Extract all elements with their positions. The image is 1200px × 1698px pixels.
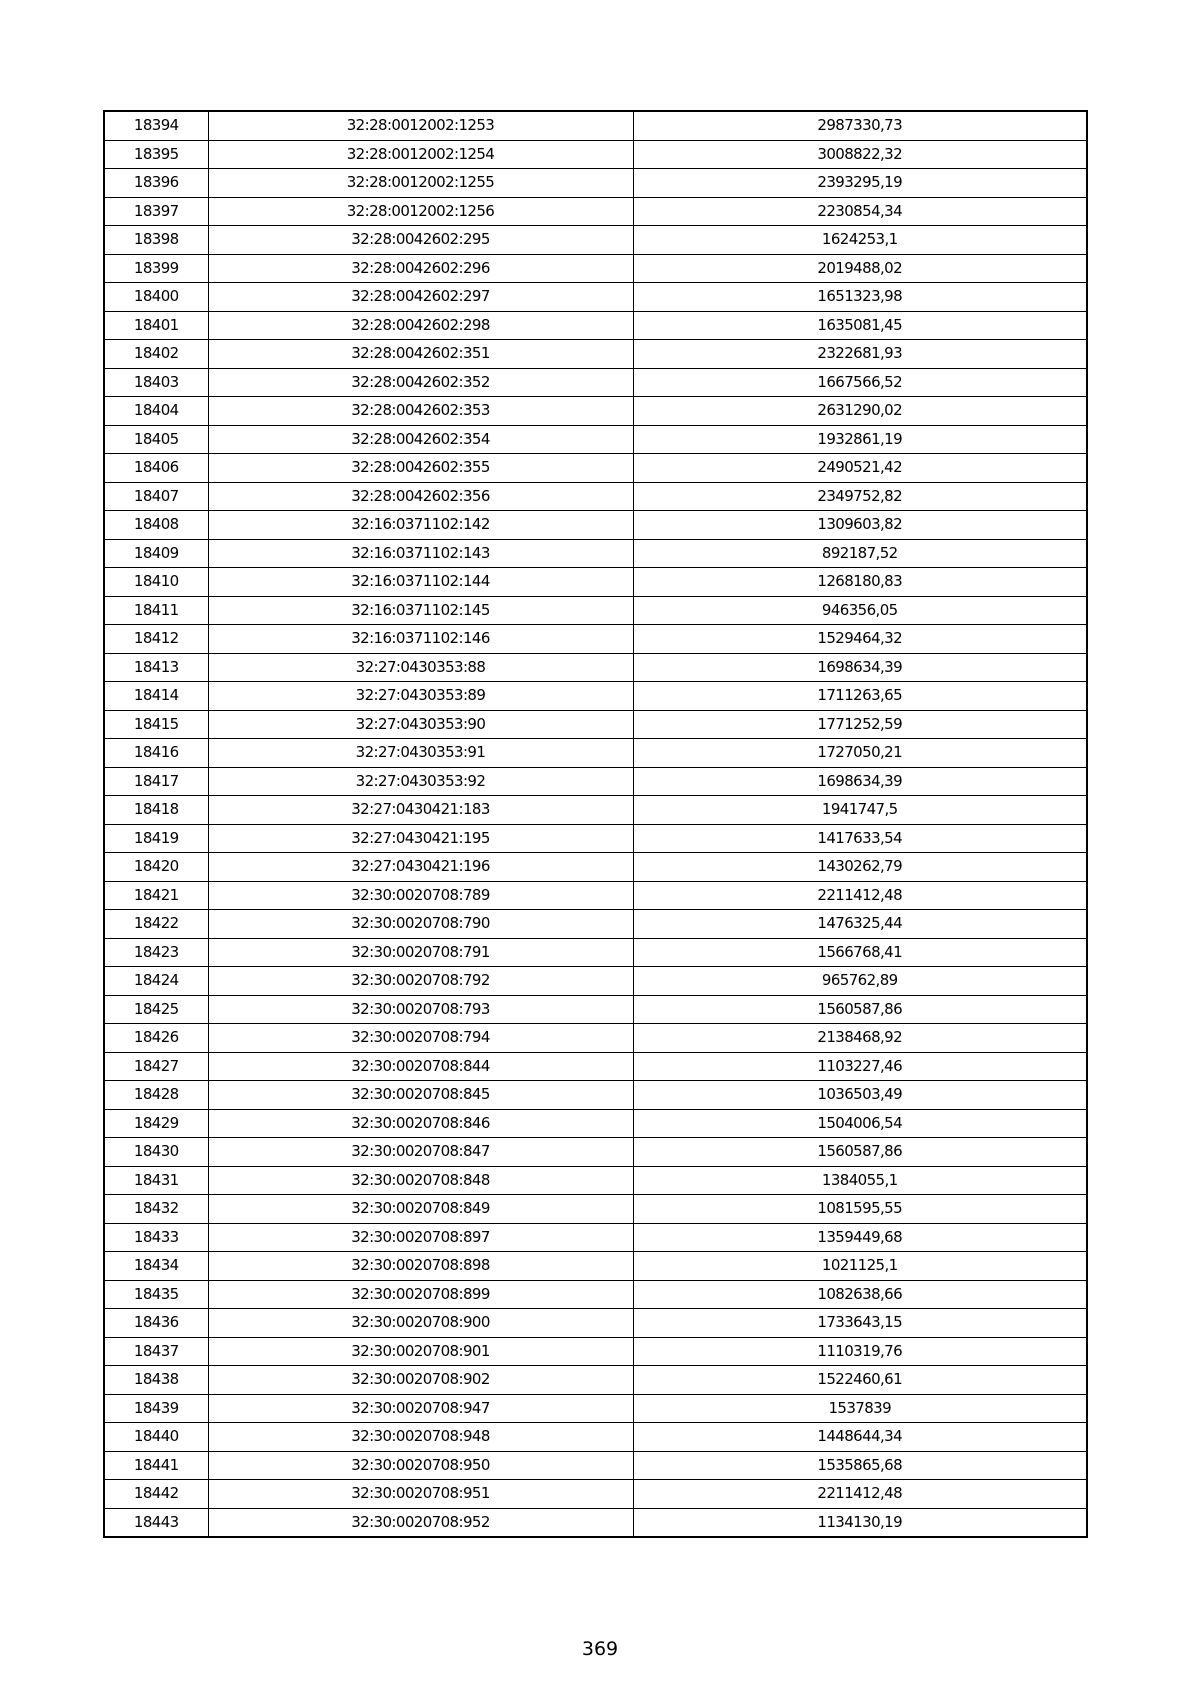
value-cell: 2490521,42 <box>633 454 1087 483</box>
table-row <box>104 853 1087 882</box>
table-row <box>104 910 1087 939</box>
value-cell: 1560587,86 <box>633 1138 1087 1167</box>
cadastral-number-cell: 32:30:0020708:790 <box>208 910 633 939</box>
cadastral-number-cell: 32:28:0012002:1255 <box>208 169 633 198</box>
table-row <box>104 995 1087 1024</box>
row-number-cell: 18409 <box>104 539 208 568</box>
cadastral-number-cell: 32:27:0430353:91 <box>208 739 633 768</box>
cadastral-number-cell: 32:28:0042602:297 <box>208 283 633 312</box>
table-row <box>104 1309 1087 1338</box>
row-number-cell: 18414 <box>104 682 208 711</box>
table-row <box>104 1337 1087 1366</box>
cadastral-number-cell: 32:16:0371102:145 <box>208 596 633 625</box>
value-cell: 1082638,66 <box>633 1280 1087 1309</box>
row-number-cell: 18431 <box>104 1166 208 1195</box>
table-row <box>104 1195 1087 1224</box>
value-cell: 2211412,48 <box>633 881 1087 910</box>
table-row <box>104 739 1087 768</box>
value-cell: 1566768,41 <box>633 938 1087 967</box>
value-cell: 1384055,1 <box>633 1166 1087 1195</box>
row-number-cell: 18417 <box>104 767 208 796</box>
table-row <box>104 967 1087 996</box>
cadastral-number-cell: 32:27:0430421:195 <box>208 824 633 853</box>
row-number-cell: 18439 <box>104 1394 208 1423</box>
table-row <box>104 1052 1087 1081</box>
cadastral-number-cell: 32:30:0020708:846 <box>208 1109 633 1138</box>
page-number: 369 <box>581 1638 619 1660</box>
value-cell: 1021125,1 <box>633 1252 1087 1281</box>
value-cell: 1941747,5 <box>633 796 1087 825</box>
cadastral-number-cell: 32:16:0371102:142 <box>208 511 633 540</box>
table-row <box>104 254 1087 283</box>
cadastral-number-cell: 32:30:0020708:848 <box>208 1166 633 1195</box>
cadastral-number-cell: 32:30:0020708:792 <box>208 967 633 996</box>
value-cell: 2019488,02 <box>633 254 1087 283</box>
row-number-cell: 18438 <box>104 1366 208 1395</box>
cadastral-number-cell: 32:27:0430353:88 <box>208 653 633 682</box>
value-cell: 2393295,19 <box>633 169 1087 198</box>
table-row <box>104 1451 1087 1480</box>
row-number-cell: 18432 <box>104 1195 208 1224</box>
value-cell: 1103227,46 <box>633 1052 1087 1081</box>
value-cell: 1504006,54 <box>633 1109 1087 1138</box>
row-number-cell: 18423 <box>104 938 208 967</box>
cadastral-number-cell: 32:27:0430421:196 <box>208 853 633 882</box>
cadastral-number-cell: 32:30:0020708:902 <box>208 1366 633 1395</box>
table-row <box>104 596 1087 625</box>
table-row <box>104 796 1087 825</box>
row-number-cell: 18440 <box>104 1423 208 1452</box>
row-number-cell: 18418 <box>104 796 208 825</box>
cadastral-number-cell: 32:28:0042602:354 <box>208 425 633 454</box>
row-number-cell: 18435 <box>104 1280 208 1309</box>
row-number-cell: 18401 <box>104 311 208 340</box>
value-cell: 1537839 <box>633 1394 1087 1423</box>
table-row <box>104 539 1087 568</box>
cadastral-number-cell: 32:30:0020708:947 <box>208 1394 633 1423</box>
value-cell: 2138468,92 <box>633 1024 1087 1053</box>
cadastral-number-cell: 32:30:0020708:897 <box>208 1223 633 1252</box>
cadastral-number-cell: 32:27:0430353:90 <box>208 710 633 739</box>
cadastral-number-cell: 32:30:0020708:952 <box>208 1508 633 1537</box>
value-cell: 1359449,68 <box>633 1223 1087 1252</box>
table-row <box>104 1252 1087 1281</box>
value-cell: 2987330,73 <box>633 111 1087 140</box>
cadastral-number-cell: 32:30:0020708:901 <box>208 1337 633 1366</box>
value-cell: 1698634,39 <box>633 653 1087 682</box>
table-row <box>104 511 1087 540</box>
value-cell: 1268180,83 <box>633 568 1087 597</box>
row-number-cell: 18402 <box>104 340 208 369</box>
table-row <box>104 1223 1087 1252</box>
table-row <box>104 1480 1087 1509</box>
cadastral-number-cell: 32:30:0020708:791 <box>208 938 633 967</box>
table-row <box>104 311 1087 340</box>
row-number-cell: 18428 <box>104 1081 208 1110</box>
value-cell: 1635081,45 <box>633 311 1087 340</box>
cadastral-number-cell: 32:30:0020708:845 <box>208 1081 633 1110</box>
table-row <box>104 881 1087 910</box>
row-number-cell: 18396 <box>104 169 208 198</box>
cadastral-number-cell: 32:30:0020708:900 <box>208 1309 633 1338</box>
table-row <box>104 454 1087 483</box>
value-cell: 1651323,98 <box>633 283 1087 312</box>
table-row <box>104 1394 1087 1423</box>
table-row <box>104 283 1087 312</box>
cadastral-number-cell: 32:30:0020708:793 <box>208 995 633 1024</box>
row-number-cell: 18410 <box>104 568 208 597</box>
row-number-cell: 18400 <box>104 283 208 312</box>
table-row <box>104 1423 1087 1452</box>
cadastral-number-cell: 32:30:0020708:948 <box>208 1423 633 1452</box>
table-row <box>104 710 1087 739</box>
cadastral-number-cell: 32:30:0020708:898 <box>208 1252 633 1281</box>
table-row <box>104 682 1087 711</box>
value-cell: 1560587,86 <box>633 995 1087 1024</box>
value-cell: 892187,52 <box>633 539 1087 568</box>
value-cell: 1529464,32 <box>633 625 1087 654</box>
cadastral-number-cell: 32:28:0042602:355 <box>208 454 633 483</box>
cadastral-number-cell: 32:28:0012002:1254 <box>208 140 633 169</box>
row-number-cell: 18407 <box>104 482 208 511</box>
value-cell: 1667566,52 <box>633 368 1087 397</box>
value-cell: 1036503,49 <box>633 1081 1087 1110</box>
cadastral-number-cell: 32:30:0020708:899 <box>208 1280 633 1309</box>
table-row <box>104 169 1087 198</box>
table-row <box>104 1081 1087 1110</box>
value-cell: 1448644,34 <box>633 1423 1087 1452</box>
value-cell: 1932861,19 <box>633 425 1087 454</box>
table-row <box>104 482 1087 511</box>
row-number-cell: 18413 <box>104 653 208 682</box>
cadastral-number-cell: 32:28:0042602:298 <box>208 311 633 340</box>
value-cell: 1476325,44 <box>633 910 1087 939</box>
value-cell: 1727050,21 <box>633 739 1087 768</box>
row-number-cell: 18405 <box>104 425 208 454</box>
value-cell: 2230854,34 <box>633 197 1087 226</box>
table-row <box>104 568 1087 597</box>
row-number-cell: 18436 <box>104 1309 208 1338</box>
cadastral-number-cell: 32:30:0020708:844 <box>208 1052 633 1081</box>
table-row <box>104 1166 1087 1195</box>
row-number-cell: 18403 <box>104 368 208 397</box>
value-cell: 1430262,79 <box>633 853 1087 882</box>
table-row <box>104 368 1087 397</box>
table-row <box>104 824 1087 853</box>
row-number-cell: 18411 <box>104 596 208 625</box>
cadastral-number-cell: 32:28:0012002:1253 <box>208 111 633 140</box>
cadastral-number-cell: 32:28:0042602:296 <box>208 254 633 283</box>
row-number-cell: 18434 <box>104 1252 208 1281</box>
cadastral-number-cell: 32:30:0020708:789 <box>208 881 633 910</box>
row-number-cell: 18415 <box>104 710 208 739</box>
cadastral-number-cell: 32:30:0020708:847 <box>208 1138 633 1167</box>
row-number-cell: 18404 <box>104 397 208 426</box>
cadastral-number-cell: 32:28:0042602:356 <box>208 482 633 511</box>
table-row <box>104 226 1087 255</box>
value-cell: 1711263,65 <box>633 682 1087 711</box>
value-cell: 1624253,1 <box>633 226 1087 255</box>
row-number-cell: 18397 <box>104 197 208 226</box>
value-cell: 1081595,55 <box>633 1195 1087 1224</box>
row-number-cell: 18422 <box>104 910 208 939</box>
value-cell: 1417633,54 <box>633 824 1087 853</box>
value-cell: 1733643,15 <box>633 1309 1087 1338</box>
value-cell: 1134130,19 <box>633 1508 1087 1537</box>
cadastral-number-cell: 32:28:0042602:353 <box>208 397 633 426</box>
table-row <box>104 397 1087 426</box>
table-row <box>104 140 1087 169</box>
table-body <box>104 111 1087 1537</box>
table-row <box>104 1366 1087 1395</box>
value-cell: 1535865,68 <box>633 1451 1087 1480</box>
value-cell: 2349752,82 <box>633 482 1087 511</box>
cadastral-number-cell: 32:27:0430421:183 <box>208 796 633 825</box>
cadastral-number-cell: 32:30:0020708:950 <box>208 1451 633 1480</box>
row-number-cell: 18419 <box>104 824 208 853</box>
table-row <box>104 340 1087 369</box>
table-row <box>104 197 1087 226</box>
table-row <box>104 111 1087 140</box>
row-number-cell: 18421 <box>104 881 208 910</box>
row-number-cell: 18433 <box>104 1223 208 1252</box>
table-row <box>104 653 1087 682</box>
cadastral-number-cell: 32:16:0371102:144 <box>208 568 633 597</box>
table-row <box>104 1024 1087 1053</box>
value-cell: 1522460,61 <box>633 1366 1087 1395</box>
cadastral-number-cell: 32:30:0020708:849 <box>208 1195 633 1224</box>
cadastral-number-cell: 32:30:0020708:794 <box>208 1024 633 1053</box>
table-row <box>104 1280 1087 1309</box>
cadastral-number-cell: 32:28:0042602:352 <box>208 368 633 397</box>
row-number-cell: 18395 <box>104 140 208 169</box>
value-cell: 2322681,93 <box>633 340 1087 369</box>
row-number-cell: 18424 <box>104 967 208 996</box>
value-cell: 1771252,59 <box>633 710 1087 739</box>
data-table <box>103 110 1088 1538</box>
table-row <box>104 1508 1087 1537</box>
cadastral-number-cell: 32:27:0430353:92 <box>208 767 633 796</box>
cadastral-number-cell: 32:16:0371102:146 <box>208 625 633 654</box>
row-number-cell: 18399 <box>104 254 208 283</box>
value-cell: 1698634,39 <box>633 767 1087 796</box>
cadastral-number-cell: 32:28:0042602:351 <box>208 340 633 369</box>
table-row <box>104 425 1087 454</box>
row-number-cell: 18442 <box>104 1480 208 1509</box>
value-cell: 2631290,02 <box>633 397 1087 426</box>
row-number-cell: 18429 <box>104 1109 208 1138</box>
table-row <box>104 767 1087 796</box>
table-row <box>104 1109 1087 1138</box>
row-number-cell: 18430 <box>104 1138 208 1167</box>
row-number-cell: 18420 <box>104 853 208 882</box>
row-number-cell: 18398 <box>104 226 208 255</box>
row-number-cell: 18412 <box>104 625 208 654</box>
cadastral-number-cell: 32:28:0012002:1256 <box>208 197 633 226</box>
cadastral-number-cell: 32:27:0430353:89 <box>208 682 633 711</box>
value-cell: 946356,05 <box>633 596 1087 625</box>
value-cell: 965762,89 <box>633 967 1087 996</box>
row-number-cell: 18426 <box>104 1024 208 1053</box>
cadastral-number-cell: 32:30:0020708:951 <box>208 1480 633 1509</box>
row-number-cell: 18427 <box>104 1052 208 1081</box>
row-number-cell: 18394 <box>104 111 208 140</box>
table-row <box>104 938 1087 967</box>
cadastral-number-cell: 32:16:0371102:143 <box>208 539 633 568</box>
row-number-cell: 18416 <box>104 739 208 768</box>
cadastral-number-cell: 32:28:0042602:295 <box>208 226 633 255</box>
row-number-cell: 18443 <box>104 1508 208 1537</box>
row-number-cell: 18425 <box>104 995 208 1024</box>
table-row <box>104 625 1087 654</box>
value-cell: 1110319,76 <box>633 1337 1087 1366</box>
row-number-cell: 18437 <box>104 1337 208 1366</box>
value-cell: 2211412,48 <box>633 1480 1087 1509</box>
row-number-cell: 18441 <box>104 1451 208 1480</box>
value-cell: 1309603,82 <box>633 511 1087 540</box>
row-number-cell: 18406 <box>104 454 208 483</box>
value-cell: 3008822,32 <box>633 140 1087 169</box>
table-row <box>104 1138 1087 1167</box>
row-number-cell: 18408 <box>104 511 208 540</box>
